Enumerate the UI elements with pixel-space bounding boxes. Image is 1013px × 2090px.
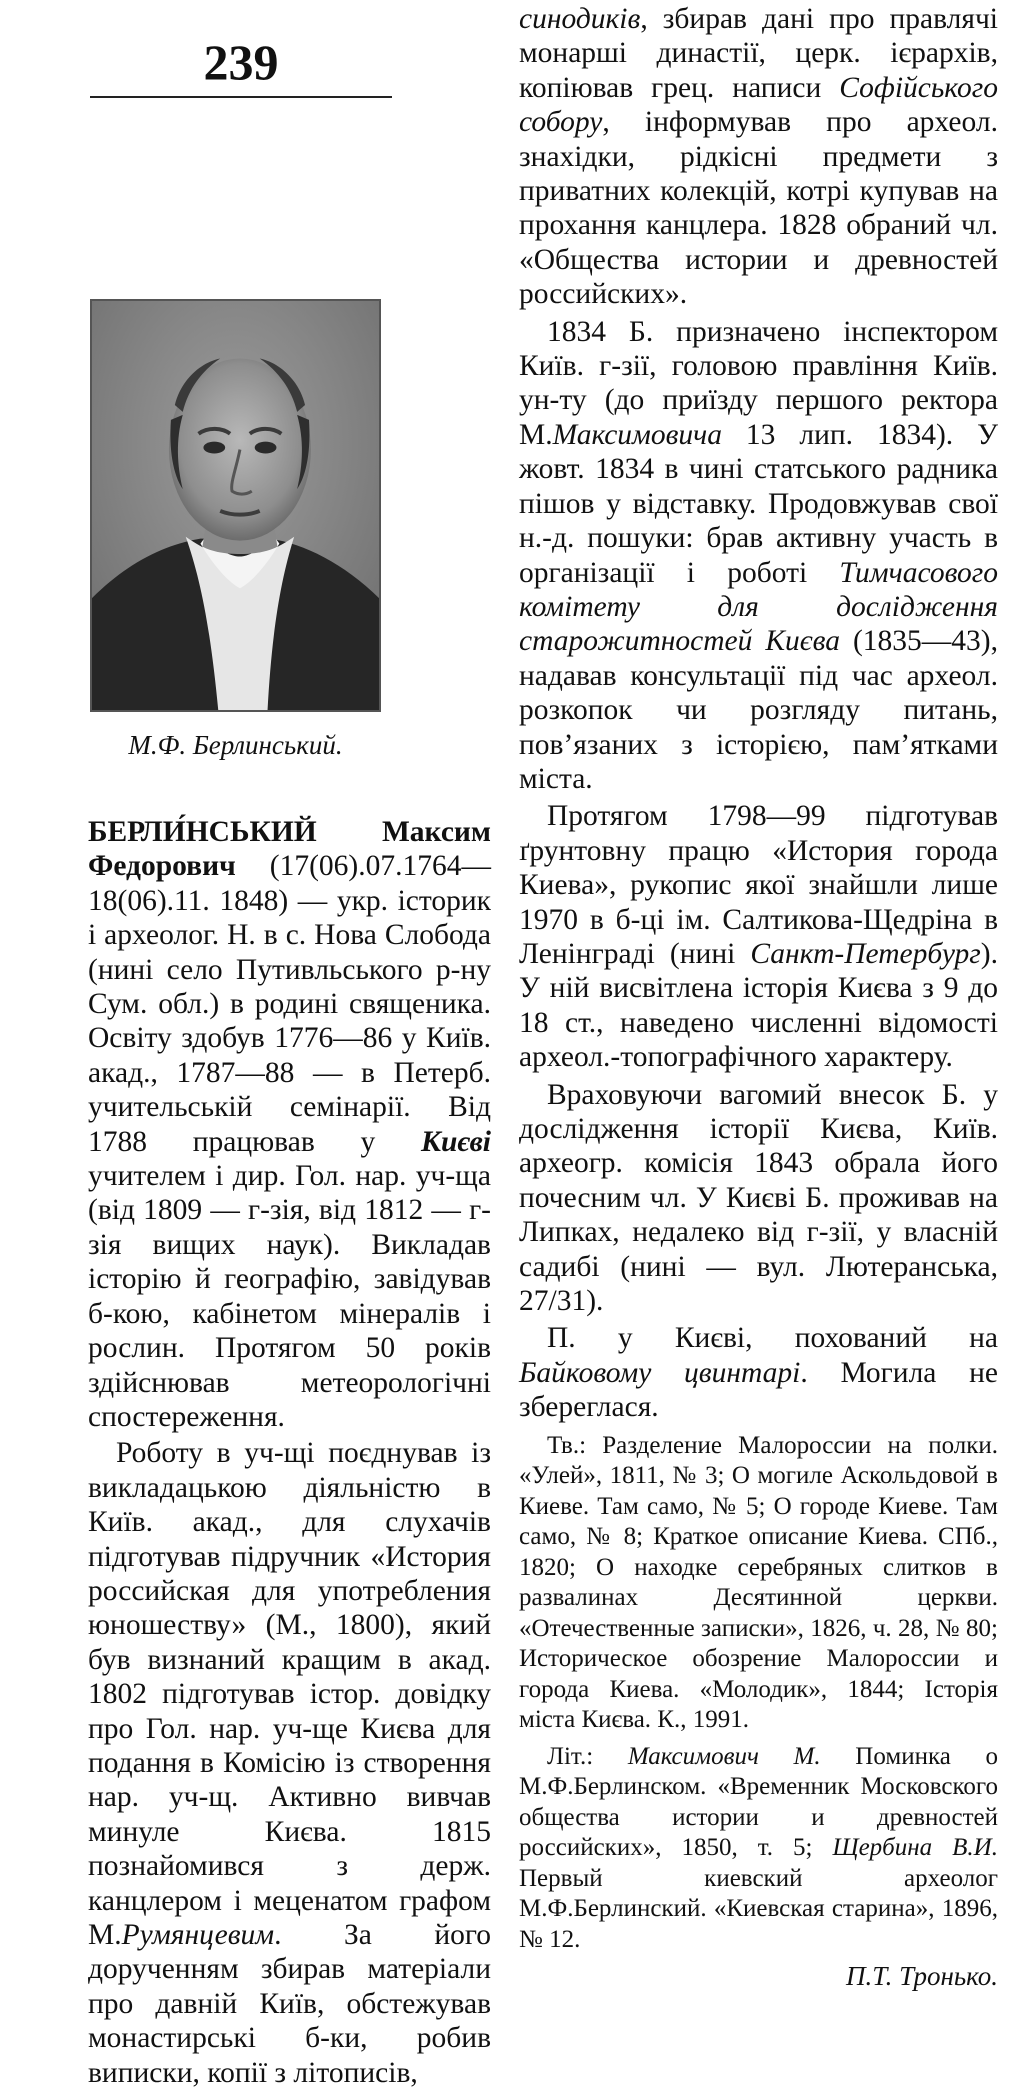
paragraph-4-text-b: ). У ній висвітлена історія Києва з 9 до 18 ст., наведено численні відомості археол.-топографічного характеру. — [519, 937, 998, 1074]
article-paragraph-4 — [519, 799, 998, 1074]
page-number-rule — [90, 96, 392, 98]
link-maksymovych[interactable]: Максимовича — [552, 418, 722, 451]
article-intro-text-end: учителем і дир. Гол. нар. уч-ща (від 1809 — г-зія, від 1812 — г-зія вищих наук). Викладав історію й географію, завідував б-кою, кабінетом мінералів і рослин. Протягом 50 років здійснював метеорологічні спостереження. — [88, 1160, 491, 1433]
paragraph-3-text-b: 13 лип. 1834). У жовт. 1834 в чині статського радника пішов у відставку. Продовжував свої н.-д. пошуки: брав активну участь в організації і роботі — [519, 418, 998, 589]
paragraph-3-text-c: (1835—43), надавав консультації під час археол. розкопок чи розгляду питань, пов’язаних з історією, пам’ятками міста. — [519, 625, 998, 795]
literature-list — [519, 1742, 998, 1956]
portrait-caption: М.Ф. Берлинський. — [128, 730, 343, 760]
paragraph-2-text-a: Роботу в уч-щі поєднував із викладацькою діяльністю в Київ. акад., для слухачів підготував підручник «История российская для употребления юношеству» (М., 1800), який був визнаний кращим в акад. 1802 підготував істор. довідку про Гол. нар. уч-ще Києва для подання в Комісію із створення нар. уч-щ. Активно вивчав минуле Києва. 1815 познайомився з держ. канцлером і меценатом графом М. — [88, 1437, 491, 1951]
paragraph-6-text-a: П. у Києві, похований на — [547, 1322, 998, 1355]
literature-text-a: Поминка о М.Ф.Берлинском. «Временник Московского общества истории и древностей российских», 1850, т. 5; — [519, 1742, 998, 1862]
page-number: 239 — [203, 34, 279, 90]
paragraph-6-text-b: . Могила не збереглася. — [519, 1356, 998, 1424]
paragraph-3-text-a: 1834 Б. призначено інспектором Київ. г-зії, головою правління Київ. ун-ту (до приїзду першого ректора М. — [519, 315, 998, 451]
paragraph-4-text-a: Протягом 1798—99 підготував ґрунтовну працю «История города Киева», рукопис якої знайшли лише 1970 в б-ці ім. Салтикова-Щедріна в Ленінграді (нині — [519, 800, 998, 970]
article-intro-paragraph — [88, 815, 491, 1434]
article-column-left — [88, 815, 491, 2090]
author-signature: П.Т. Тронько. — [846, 1961, 998, 1992]
paragraph-2-text-d: , інформував про археол. знахідки, рідкісні предмети з приватних колекцій, котрі купував на прохання канцлера. 1828 обраний чл. «Общества истории и древностей российских». — [519, 106, 998, 311]
link-synodiky[interactable]: синодиків — [519, 3, 641, 35]
works-list: Тв.: Разделение Малороссии на полки. «Улей», 1811, № 3; О могиле Аскольдовой в Киеве. Там само, № 5; О городе Киеве. Там само, № 8; Краткое описание Киева. СПб., 1820; О находке серебряных слитков в развалинах Десятинной церкви. «Отечественные записки», 1826, ч. 28, № 80; Историческое обозрение Малороссии и города Киева. «Молодик», 1844; Історія міста Києва. К., 1991. — [519, 1431, 998, 1734]
literature-label: Літ.: — [547, 1742, 628, 1770]
paragraph-2-text-b: . За його дорученням збирав матеріали про давній Київ, обстежував монастирські б-ки, робив виписки, копії з літописів, — [88, 1919, 491, 2089]
article-intro-text: (17(06).07.1764—18(06).11. 1848) — укр. історик і археолог. Н. в с. Нова Слобода (нині село Путивльського р-ну Сум. обл.) в родині священика. Освіту здобув 1776—86 у Київ. акад., 1787—88 — в Петерб. учительській семінарії. Від 1788 працював у — [88, 850, 491, 1158]
article-headword: БЕРЛИ́НСЬКИЙ Максим Федорович — [88, 816, 491, 883]
portrait-image — [90, 299, 381, 712]
article-paragraph-6 — [519, 1321, 998, 1424]
literature-author-1: Максимович М. — [627, 1742, 821, 1770]
portrait-drawing — [92, 301, 379, 710]
link-saint-petersburg[interactable]: Санкт-Петербург — [750, 937, 981, 970]
article-paragraph-2 — [88, 1436, 491, 2090]
link-baikove-cemetery[interactable]: Байковому цвинтарі — [519, 1356, 801, 1389]
literature-author-2: Щербина В.И. — [832, 1834, 998, 1862]
article-paragraph-5: Враховуючи вагомий внесок Б. у дослідження історії Києва, Київ. археогр. комісія 1843 обрала його почесним чл. У Києві Б. проживав на Липках, недалеко від г-зії, у власній садибі (нині — вул. Лютеранська, 27/31). — [519, 1078, 998, 1318]
link-temporary-committee[interactable]: Тимчасового комітету для дослідження старожитностей Києва — [519, 556, 998, 658]
article-paragraph-2-continued — [519, 2, 998, 312]
link-sofia-cathedral[interactable]: Софійського собору — [519, 71, 998, 139]
link-rumyantsev[interactable]: Румянцевим — [121, 1919, 275, 1951]
article-paragraph-3 — [519, 315, 998, 797]
article-column-right — [519, 2, 998, 1993]
paragraph-2-text-c: , збирав дані про правлячі монарші династії, церк. ієрархів, копіював грец. написи — [519, 3, 998, 104]
literature-text-b: Первый киевский археолог М.Ф.Берлинский. «Киевская старина», 1896, № 12. — [519, 1864, 998, 1953]
link-kyiv[interactable]: Києві — [420, 1125, 491, 1158]
